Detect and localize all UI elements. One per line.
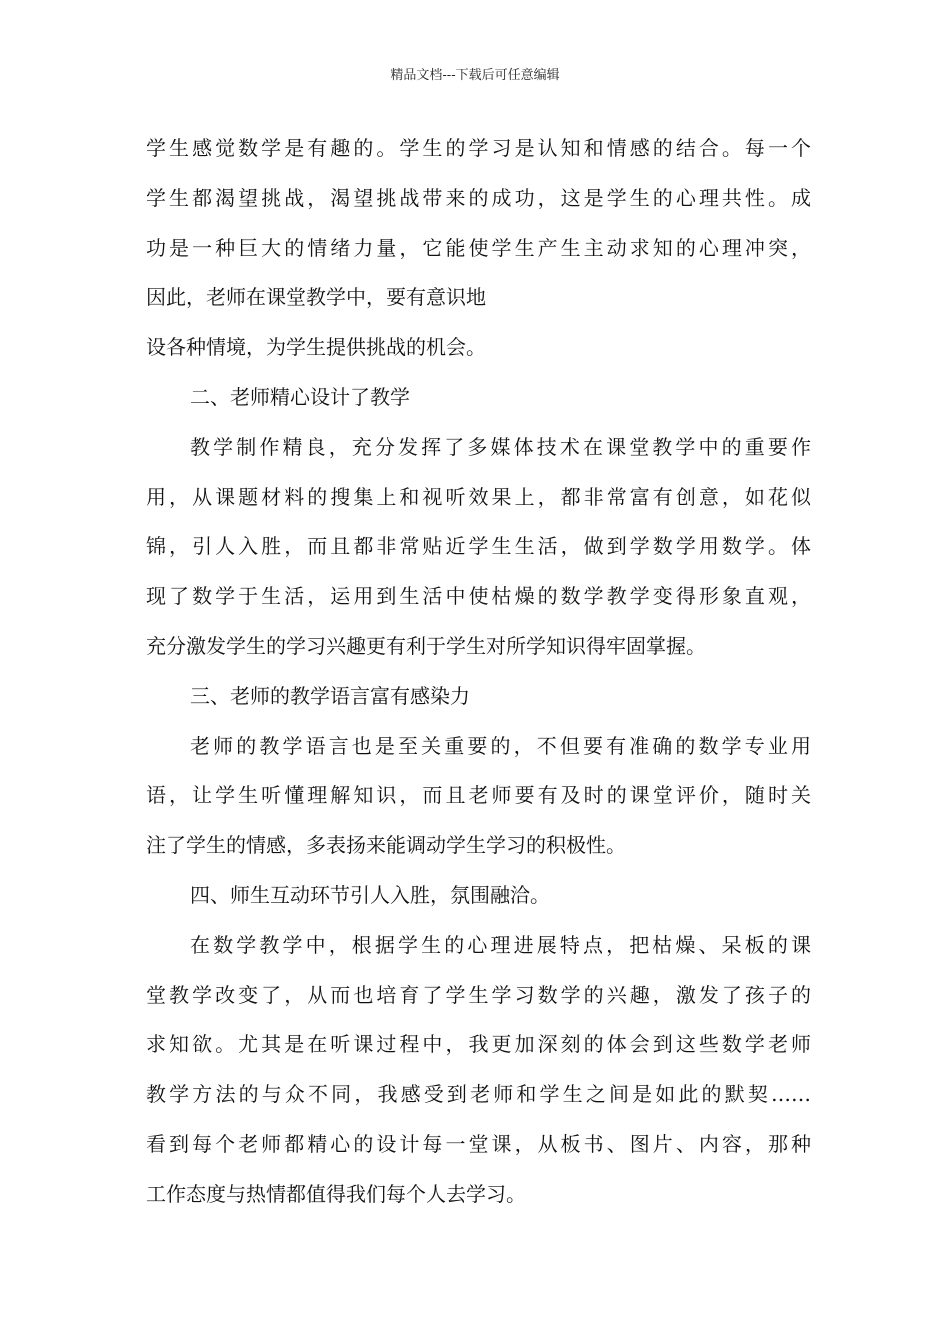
text-line: 功是一种巨大的情绪力量，它能使学生产生主动求知的心理冲突，: [146, 235, 811, 260]
text-line: 二、老师精心设计了教学: [190, 384, 410, 409]
text-line: 教学制作精良，充分发挥了多媒体技术在课堂教学中的重要作: [190, 434, 811, 459]
text-line: 因此，老师在课堂教学中，要有意识地: [146, 285, 486, 310]
text-line: 三、老师的教学语言富有感染力: [190, 683, 470, 708]
text-line: 看到每个老师都精心的设计每一堂课，从板书、图片、内容，那种: [146, 1131, 811, 1156]
text-line: 求知欲。尤其是在听课过程中，我更加深刻的体会到这些数学老师: [146, 1032, 811, 1057]
text-line: 工作态度与热情都值得我们每个人去学习。: [146, 1181, 526, 1206]
text-line: 学生感觉数学是有趣的。学生的学习是认知和情感的结合。每一个: [146, 136, 811, 160]
text-line: 现了数学于生活，运用到生活中使枯燥的数学教学变得形象直观，: [146, 584, 811, 609]
text-line: 老师的教学语言也是至关重要的，不但要有准确的数学专业用: [190, 733, 811, 758]
text-line: 四、师生互动环节引人入胜，氛围融洽。: [190, 882, 550, 907]
text-line: 用，从课题材料的搜集上和视听效果上，都非常富有创意，如花似: [146, 484, 811, 509]
text-line: 设各种情境，为学生提供挑战的机会。: [146, 335, 486, 360]
text-line: 学生都渴望挑战，渴望挑战带来的成功，这是学生的心理共性。成: [146, 185, 811, 210]
text-line: 注了学生的情感，多表扬来能调动学生学习的积极性。: [146, 833, 626, 858]
text-line: 语，让学生听懂理解知识，而且老师要有及时的课堂评价，随时关: [146, 783, 811, 808]
text-line: 在数学教学中，根据学生的心理进展特点，把枯燥、呆板的课: [190, 932, 811, 957]
document-body: [146, 124, 811, 1220]
text-line: 堂教学改变了，从而也培育了学生学习数学的兴趣，激发了孩子的: [146, 982, 811, 1007]
text-line: 充分激发学生的学习兴趣更有利于学生对所学知识得牢固掌握。: [146, 633, 706, 658]
page-header: 精品文档---下载后可任意编辑: [390, 68, 560, 83]
text-line: 锦，引人入胜，而且都非常贴近学生生活，做到学数学用数学。体: [146, 534, 811, 559]
text-line: 教学方法的与众不同，我感受到老师和学生之间是如此的默契……: [146, 1082, 811, 1107]
